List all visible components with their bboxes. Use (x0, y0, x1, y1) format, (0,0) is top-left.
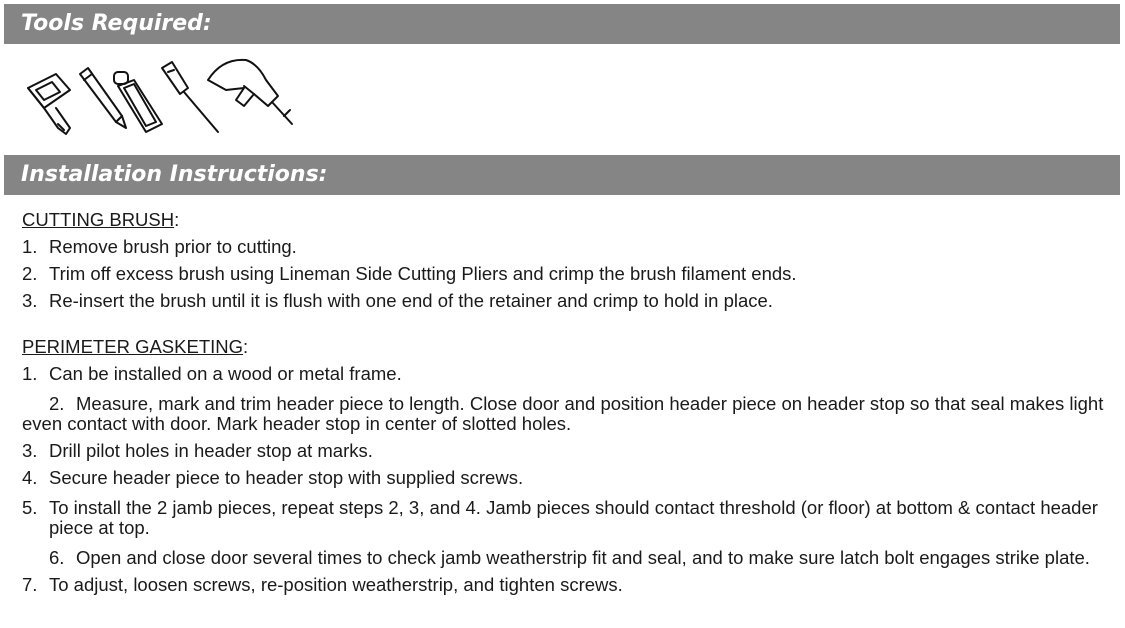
pencil-icon (80, 68, 126, 128)
list-item: 1. Can be installed on a wood or metal frame. (22, 363, 402, 384)
screwdriver-icon (162, 62, 218, 132)
list-item: 2. Measure, mark and trim header piece to length. Close door and position header piece on header stop so that seal makes light even contact with door. Mark header stop in center of slotted holes. (22, 393, 1104, 434)
power-drill-icon (208, 60, 292, 124)
list-item: 2. Trim off excess brush using Lineman Side Cutting Pliers and crimp the brush filament ends. (22, 263, 797, 284)
list-item: 5. To install the 2 jamb pieces, repeat steps 2, 3, and 4. Jamb pieces should contact threshold (or floor) at bottom & contact header piece at top. (22, 497, 1098, 538)
tools-required-header: Tools Required: (4, 4, 1120, 44)
perimeter-gasketing-title: PERIMETER GASKETING: (22, 336, 249, 357)
tape-measure-icon (28, 74, 70, 134)
list-item: 3. Drill pilot holes in header stop at marks. (22, 440, 373, 461)
perimeter-gasketing-section (22, 334, 1112, 595)
list-item: 3. Re-insert the brush until it is flush with one end of the retainer and crimp to hold in place. (22, 290, 773, 311)
list-item: 7. To adjust, loosen screws, re-position weatherstrip, and tighten screws. (22, 574, 623, 595)
list-item: 4. Secure header piece to header stop with supplied screws. (22, 467, 524, 488)
cutting-brush-title: CUTTING BRUSH: (22, 209, 180, 230)
list-item: 6. Open and close door several times to check jamb weatherstrip fit and seal, and to make sure latch bolt engages strike plate. (49, 547, 1090, 568)
list-item: 1. Remove brush prior to cutting. (22, 236, 297, 257)
cutting-brush-section (22, 207, 1112, 311)
installation-instructions-header: Installation Instructions: (4, 155, 1120, 195)
hacksaw-icon (114, 72, 162, 132)
tools-illustration (22, 50, 322, 140)
